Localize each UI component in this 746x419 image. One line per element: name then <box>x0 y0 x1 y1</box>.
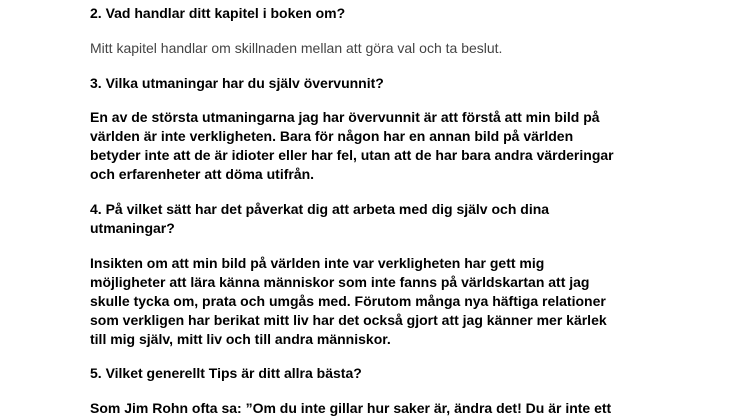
question-4-heading <box>90 200 690 238</box>
answer-5-line: Som Jim Rohn ofta sa: ”Om du inte gillar hur saker är, ändra det! Du är inte ett <box>90 400 612 416</box>
answer-4-line: skulle tycka om, prata och umgås med. Förutom många nya häftiga relationer <box>90 293 606 309</box>
answer-4-paragraph <box>90 254 690 349</box>
answer-3-line: En av de största utmaningarna jag har övervunnit är att förstå att min bild på <box>90 109 600 125</box>
answer-4-line: som verkligen har berikat mitt liv har det också gjort att jag känner mer kärlek <box>90 312 607 328</box>
question-4-line: 4. På vilket sätt har det påverkat dig att arbeta med dig själv och dina <box>90 201 550 217</box>
answer-4-line: till mig själv, mitt liv och till andra människor. <box>90 331 391 347</box>
answer-3-paragraph <box>90 108 690 184</box>
answer-3-line: och erfarenheter att döma utifrån. <box>90 166 315 182</box>
answer-3-line: världen är inte verkligheten. Bara för någon har en annan bild på världen <box>90 128 574 144</box>
answer-4-line: Insikten om att min bild på världen inte var verkligheten har gett mig <box>90 255 545 271</box>
answer-4-line: möjligheter att lära känna människor som inte fanns på världskartan att jag <box>90 274 590 290</box>
question-4-line: utmaningar? <box>90 220 175 236</box>
question-5-heading: 5. Vilket generellt Tips är ditt allra bästa? <box>90 365 362 381</box>
question-3-heading: 3. Vilka utmaningar har du själv övervunnit? <box>90 75 384 91</box>
question-2-heading: 2. Vad handlar ditt kapitel i boken om? <box>90 5 346 21</box>
answer-2-text: Mitt kapitel handlar om skillnaden mellan att göra val och ta beslut. <box>90 40 503 56</box>
answer-3-line: betyder inte att de är idioter eller har fel, utan att de har bara andra värderingar <box>90 147 614 163</box>
